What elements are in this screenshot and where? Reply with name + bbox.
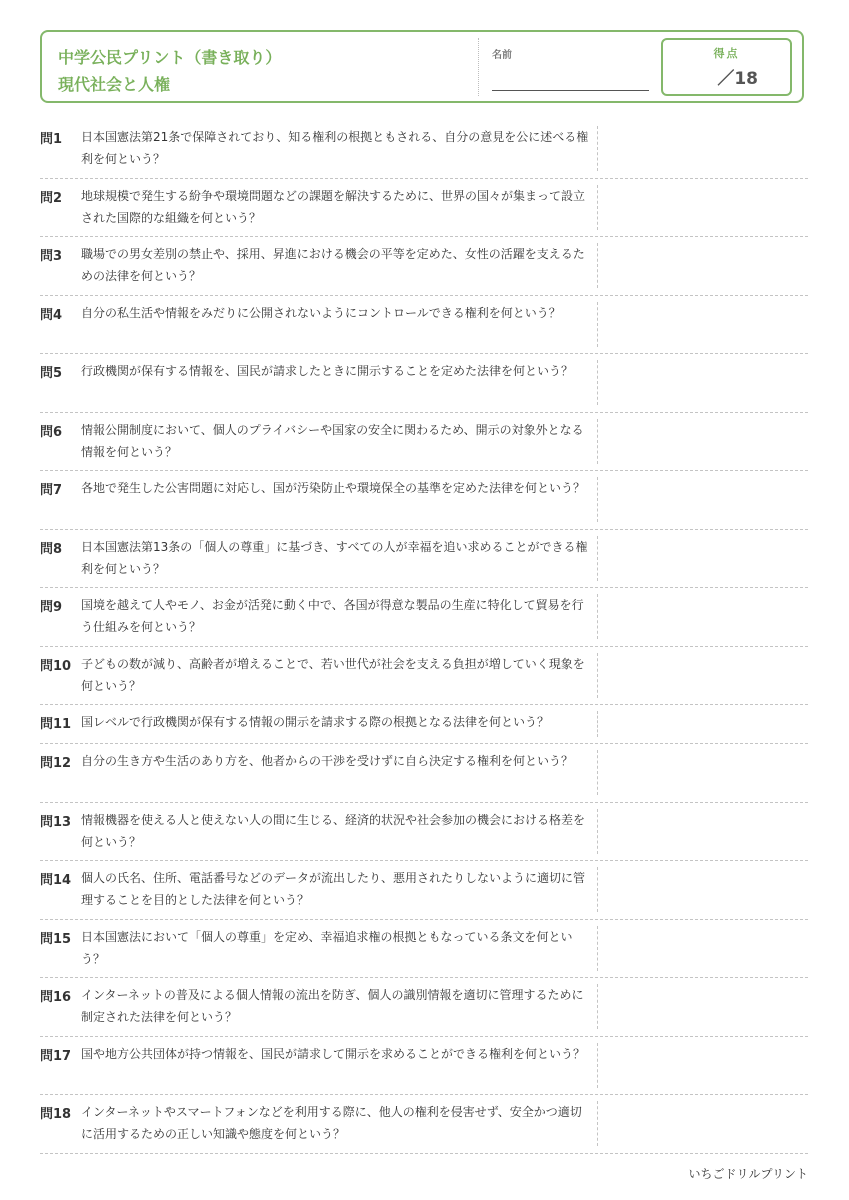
question-row	[40, 705, 808, 744]
question-text: 地球規模で発生する紛争や環境問題などの課題を解決するために、世界の国々が集まって設立された国際的な組織を何という？	[81, 188, 586, 225]
question-number: 問8	[40, 541, 63, 557]
question-row	[40, 179, 808, 238]
title-topic: 現代社会と人権	[58, 75, 171, 94]
answer-space[interactable]	[597, 243, 598, 288]
question-number: 問1	[40, 132, 63, 147]
question-number: 問16	[40, 990, 72, 1005]
answer-space[interactable]	[597, 477, 598, 522]
question-text: 行政機関が保有する情報を、国民が請求したときに開示することを定めた法律を何という？	[81, 364, 574, 378]
question-row	[40, 978, 808, 1037]
footer-brand: いちごドリルプリント	[688, 1167, 808, 1181]
answer-space[interactable]	[597, 926, 598, 971]
question-row	[40, 413, 808, 472]
answer-space[interactable]	[597, 984, 598, 1029]
question-text: 自分の私生活や情報をみだりに公開されないようにコントロールできる権利を何という？	[81, 305, 561, 320]
answer-space[interactable]	[597, 594, 598, 639]
title-subject: 中学公民プリント（書き取り）	[58, 48, 282, 67]
question-row	[40, 920, 808, 979]
question-text: 情報機器を使える人と使えない人の間に生じる、経済的状況や社会参加の機会における格差を何という？	[81, 812, 586, 849]
question-text: 情報公開制度において、個人のプライバシーや国家の安全に関わるため、開示の対象外となる情報を何という？	[81, 422, 584, 459]
question-row	[40, 588, 808, 647]
score-box	[661, 38, 792, 96]
question-text: 自分の生き方や生活のあり方を、他者からの干渉を受けずに自ら決定する権利を何という？	[81, 754, 574, 768]
question-number: 問10	[40, 658, 72, 674]
header-divider	[478, 38, 479, 96]
question-number: 問13	[40, 814, 72, 830]
question-text: 日本国憲法において「個人の尊重」を定め、幸福追求権の根拠ともなっている条文を何という？	[81, 929, 573, 966]
answer-space[interactable]	[597, 867, 598, 912]
question-text: 日本国憲法第21条で保障されており、知る権利の根拠ともされる、自分の意見を公に述べる権利を何という？	[81, 130, 589, 166]
question-row	[40, 530, 808, 589]
question-text: 職場での男女差別の禁止や、採用、昇進における機会の平等を定めた、女性の活躍を支えるための法律を何という？	[81, 247, 585, 283]
answer-space[interactable]	[597, 185, 598, 230]
question-row	[40, 803, 808, 862]
question-number: 問7	[40, 483, 63, 498]
question-row	[40, 861, 808, 920]
worksheet-header	[40, 30, 804, 103]
question-number: 問6	[40, 424, 63, 440]
question-text: 各地で発生した公害問題に対応し、国が汚染防止や環境保全の基準を定めた法律を何という？	[81, 481, 586, 495]
question-text: 国境を越えて人やモノ、お金が活発に動く中で、各国が得意な製品の生産に特化して貿易を行う仕組みを何という？	[81, 598, 584, 634]
question-number: 問5	[40, 366, 63, 381]
answer-space[interactable]	[597, 126, 598, 171]
question-row	[40, 1037, 808, 1096]
question-row	[40, 354, 808, 413]
question-number: 問14	[40, 873, 72, 888]
question-text: 子どもの数が減り、高齢者が増えることで、若い世代が社会を支える負担が増していく現象を何という？	[81, 656, 585, 693]
question-number: 問12	[40, 756, 72, 771]
name-field[interactable]	[492, 90, 649, 91]
question-number: 問4	[40, 307, 63, 323]
answer-space[interactable]	[597, 360, 598, 405]
question-number: 問2	[40, 190, 63, 206]
question-row	[40, 120, 808, 179]
question-row	[40, 471, 808, 530]
question-number: 問15	[40, 931, 72, 947]
question-text: 日本国憲法第13条の「個人の尊重」に基づき、すべての人が幸福を追い求めることができる権利を何という？	[81, 539, 588, 576]
answer-space[interactable]	[597, 1043, 598, 1088]
question-number: 問11	[40, 717, 72, 732]
question-list	[40, 120, 808, 1154]
question-text: 個人の氏名、住所、電話番号などのデータが流出したり、悪用されたりしないように適切に管理することを目的とした法律を何という？	[81, 871, 586, 907]
score-total: ／18	[717, 69, 758, 89]
question-text: 国や地方公共団体が持つ情報を、国民が請求して開示を求めることができる権利を何という？	[81, 1046, 586, 1061]
score-label: 得点	[713, 47, 740, 60]
answer-space[interactable]	[597, 711, 598, 737]
question-number: 問17	[40, 1048, 72, 1064]
question-row	[40, 237, 808, 296]
question-row	[40, 296, 808, 355]
question-row	[40, 744, 808, 803]
answer-space[interactable]	[597, 809, 598, 854]
question-text: インターネットやスマートフォンなどを利用する際に、他人の権利を侵害せず、安全かつ適切に活用するための正しい知識や態度を何という？	[81, 1105, 582, 1141]
answer-space[interactable]	[597, 536, 598, 581]
question-number: 問3	[40, 249, 63, 264]
answer-space[interactable]	[597, 750, 598, 795]
question-number: 問18	[40, 1107, 72, 1122]
answer-space[interactable]	[597, 1101, 598, 1146]
answer-space[interactable]	[597, 419, 598, 464]
question-text: 国レベルで行政機関が保有する情報の開示を請求する際の根拠となる法律を何という？	[81, 715, 550, 729]
question-row	[40, 1095, 808, 1154]
worksheet-title	[58, 44, 281, 98]
answer-space[interactable]	[597, 653, 598, 698]
name-label: 名前	[492, 50, 512, 61]
question-number: 問9	[40, 600, 63, 615]
question-row	[40, 647, 808, 706]
question-text: インターネットの普及による個人情報の流出を防ぎ、個人の識別情報を適切に管理するために制定された法律を何という？	[81, 988, 584, 1024]
answer-space[interactable]	[597, 302, 598, 347]
